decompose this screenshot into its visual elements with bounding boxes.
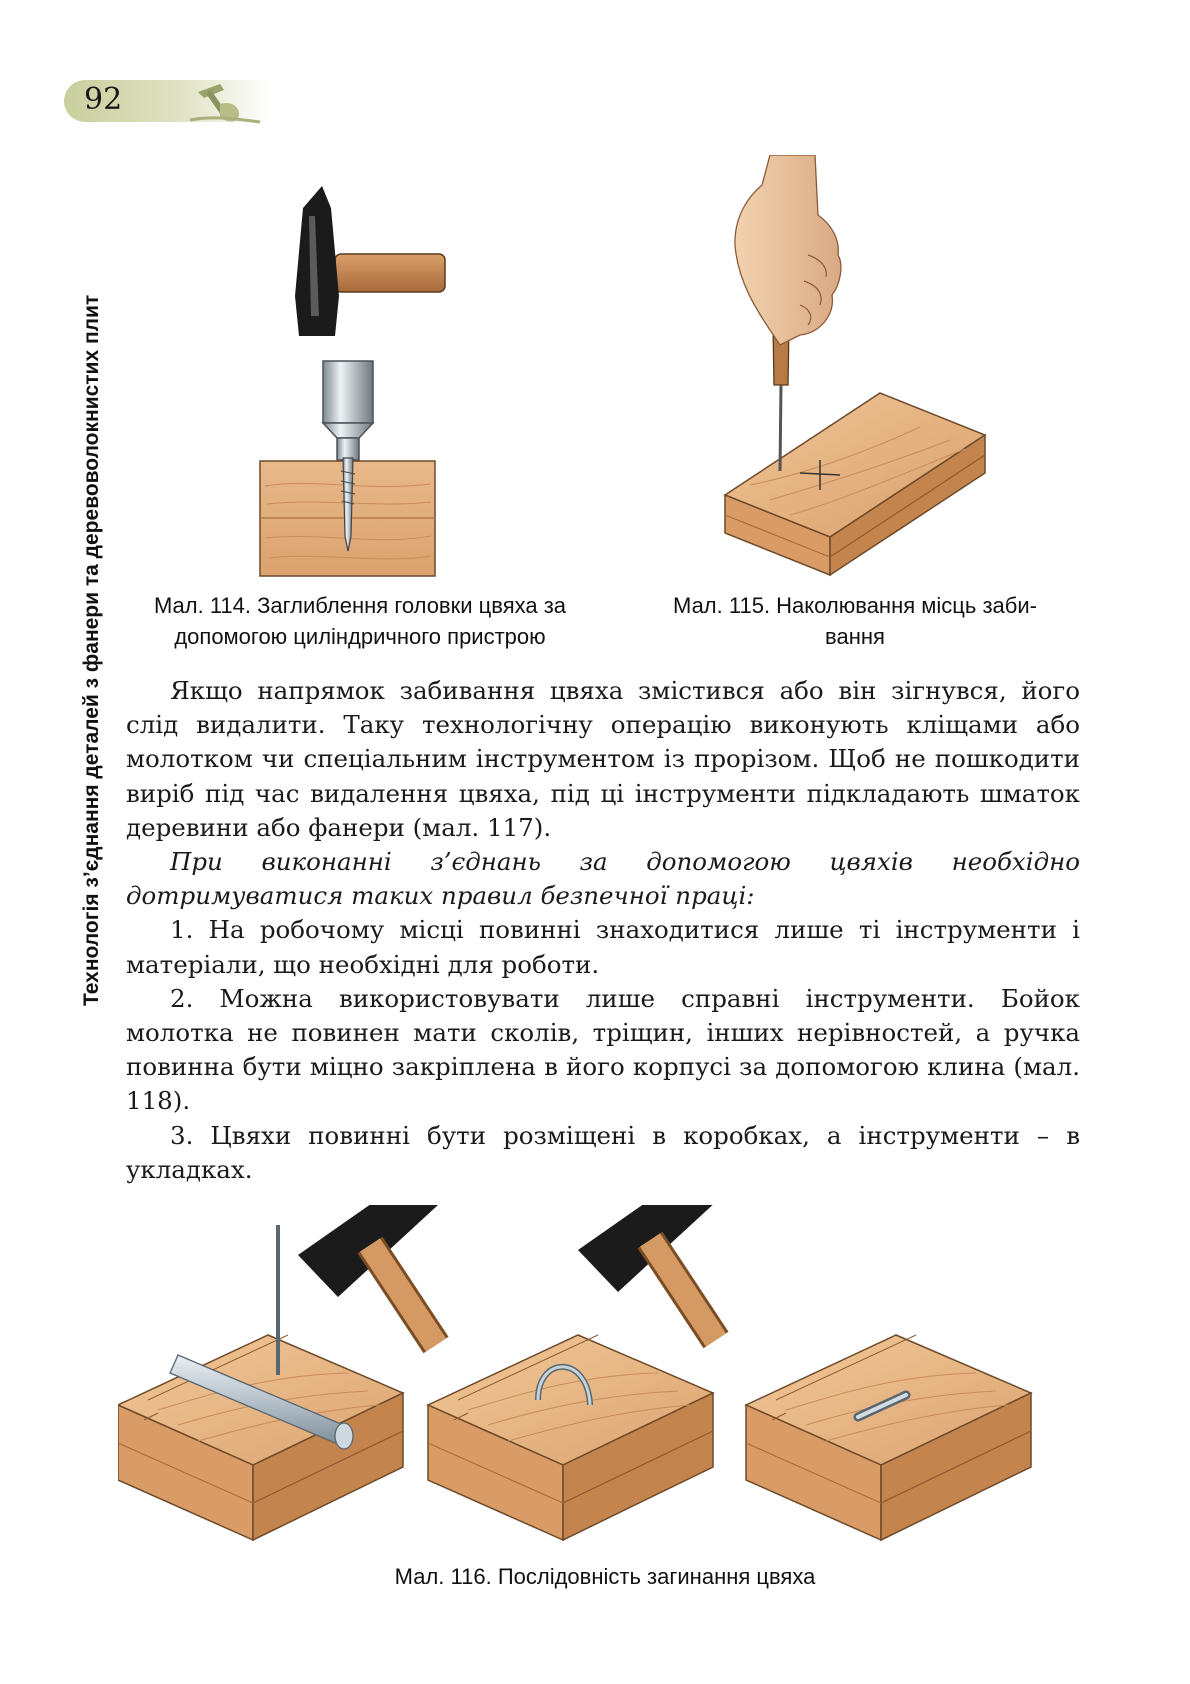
figure-116-caption: Мал. 116. Послідовність загинання цвяха bbox=[394, 1564, 816, 1589]
caption-line: вання bbox=[825, 624, 885, 649]
figure-114-illustration bbox=[255, 186, 475, 581]
figure-114-caption bbox=[120, 590, 600, 652]
body-text bbox=[126, 674, 1080, 1187]
step-1-rod-and-nail bbox=[118, 1205, 438, 1540]
figure-115-caption bbox=[635, 590, 1075, 652]
rule-1: 1. На робочому місці повинні знаходитися лише ті інструменти і матеріали, що необхідні для роботи. bbox=[126, 915, 1080, 979]
figure-115-illustration bbox=[720, 155, 990, 585]
wood-board-icon bbox=[725, 393, 985, 575]
cylindrical-punch-icon bbox=[323, 361, 373, 460]
figure-116-illustration bbox=[118, 1205, 1088, 1550]
page-number: 92 bbox=[84, 82, 123, 117]
hand-icon bbox=[735, 155, 841, 345]
caption-line: допомогою циліндричного пристрою bbox=[174, 624, 546, 649]
hammer-icon bbox=[295, 186, 445, 336]
caption-line: Мал. 115. Наколювання місць заби- bbox=[673, 593, 1037, 618]
paragraph-safety-intro: При виконанні з’єднань за допомогою цвяхів необхідно дотримуватися таких правил безпечної праці: bbox=[126, 847, 1080, 911]
section-side-title: Технологія з’єднання деталей з фанери та деревоволокнистих плит bbox=[80, 294, 103, 1006]
paragraph-nail-removal: Якщо напрямок забивання цвяха змістився або він зігнувся, його слід видалити. Таку технологічну операцію виконують кліщами або молотком чи спеціальним інструментом із прорізом. Щоб не пошкодити виріб під час видалення цвяха, під ці інструменти підкладають шматок деревини або фанери (мал. 117). bbox=[126, 676, 1080, 842]
rule-2: 2. Можна використовувати лише справні інструменти. Бойок молотка не повинен мати сколів, тріщин, інших нерівностей, а ручка повинна бути міцно закріплена в його корпусі за допомогою клина (мал. 118). bbox=[126, 983, 1080, 1116]
step-3-flattened-nail bbox=[746, 1335, 1031, 1540]
caption-line: Мал. 114. Заглиблення головки цвяха за bbox=[153, 593, 567, 618]
step-2-bent-nail bbox=[428, 1205, 718, 1540]
rule-3: 3. Цвяхи повинні бути розміщені в коробках, а інструменти – в укладках. bbox=[126, 1120, 1080, 1184]
